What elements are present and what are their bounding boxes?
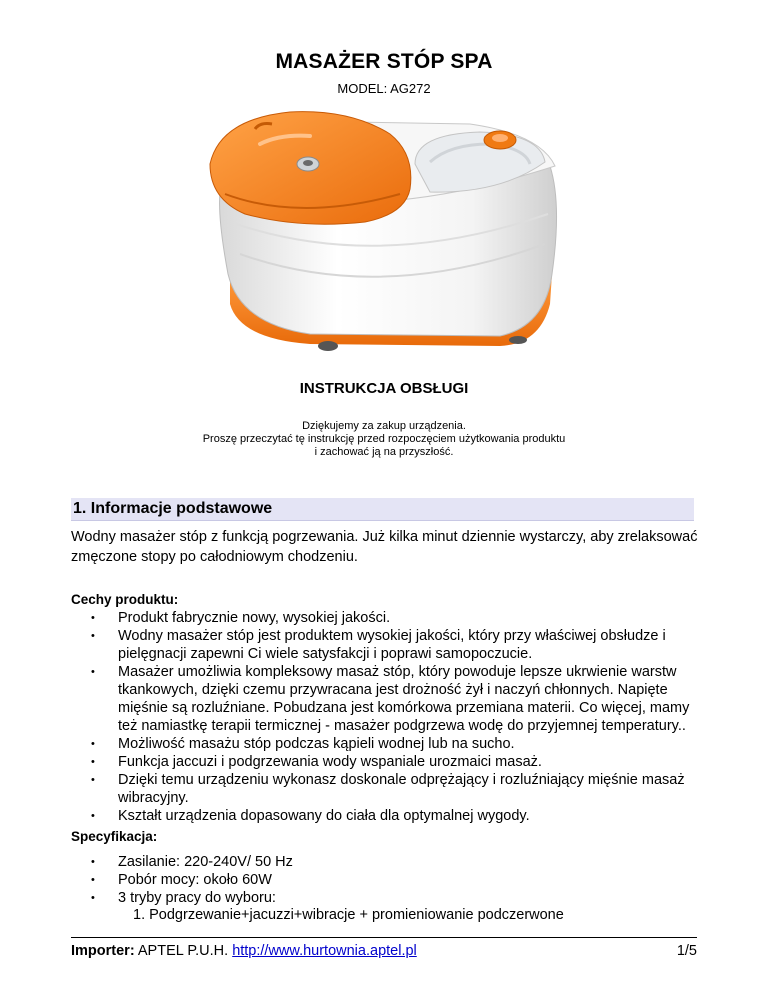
list-item: • Pobór mocy: około 60W [118,871,708,889]
list-item: • Zasilanie: 220-240V/ 50 Hz [118,853,708,871]
list-item: • 3 tryby pracy do wyboru: [118,889,708,907]
specs-list [118,853,708,907]
list-item: • Wodny masażer stóp jest produktem wysokiej jakości, który przy właściwej obsłudze i pielęgnacji zapewni Ci wiele satysfakcji i poprawi samopoczucie. [118,627,708,663]
specs-title: Specyfikacja: [71,829,158,844]
mode-item: 1. Podgrzewanie+jacuzzi+wibracje + promieniowanie podczerwone [133,907,564,923]
list-item: • Masażer umożliwia kompleksowy masaż stóp, który powoduje lepsze ukrwienie warstw tkankowych, dzięki czemu przywracana jest drożność żył i naczyń chłonnych. Napięte mięśnie są rozluźniane. Pobudzana jest komórkowa przemiana materii. Co więcej, mamy też namiastkę terapii termicznej - masażer podgrzewa wodę do przyjemnej temperatury.. [118,663,708,735]
thanks-note [0,420,768,459]
list-item: • Produkt fabrycznie nowy, wysokiej jakości. [118,609,708,627]
list-item: • Dzięki temu urządzeniu wykonasz doskonale odprężający i rozluźniający mięśnie masaż wibracyjny. [118,771,708,807]
page-title: MASAŻER STÓP SPA [275,50,493,73]
importer-company: APTEL P.U.H. [137,943,229,959]
section-heading-text: 1. Informacje podstawowe [73,500,273,517]
list-item: • Możliwość masażu stóp podczas kąpieli wodnej lub na sucho. [118,735,708,753]
page-number: 1/5 [676,943,697,959]
features-title: Cechy produktu: [71,592,179,607]
list-item: • Kształt urządzenia dopasowany do ciała dla optymalnej wygody. [118,807,708,825]
foot-spa-product-image [200,104,570,354]
section-heading [71,498,694,521]
manual-title: INSTRUKCJA OBSŁUGI [299,380,469,397]
features-list [118,609,708,825]
thanks-line: Dziękujemy za zakup urządzenia. [302,420,466,432]
footer [71,943,697,959]
footer-divider [71,937,697,938]
list-item: • Funkcja jaccuzi i podgrzewania wody wspaniale urozmaici masaż. [118,753,708,771]
intro-paragraph: Wodny masażer stóp z funkcją pogrzewania. Już kilka minut dziennie wystarczy, aby zrelaksować zmęczone stopy po całodniowym chodzeniu. [71,529,698,565]
importer-website-link[interactable]: http://www.hurtownia.aptel.pl [232,943,417,959]
thanks-line: Proszę przeczytać tę instrukcję przed rozpoczęciem użytkowania produktu [202,433,566,445]
thanks-line: i zachować ją na przyszłość. [314,446,454,458]
model-number: MODEL: AG272 [337,81,431,96]
importer-label: Importer: [71,943,135,959]
